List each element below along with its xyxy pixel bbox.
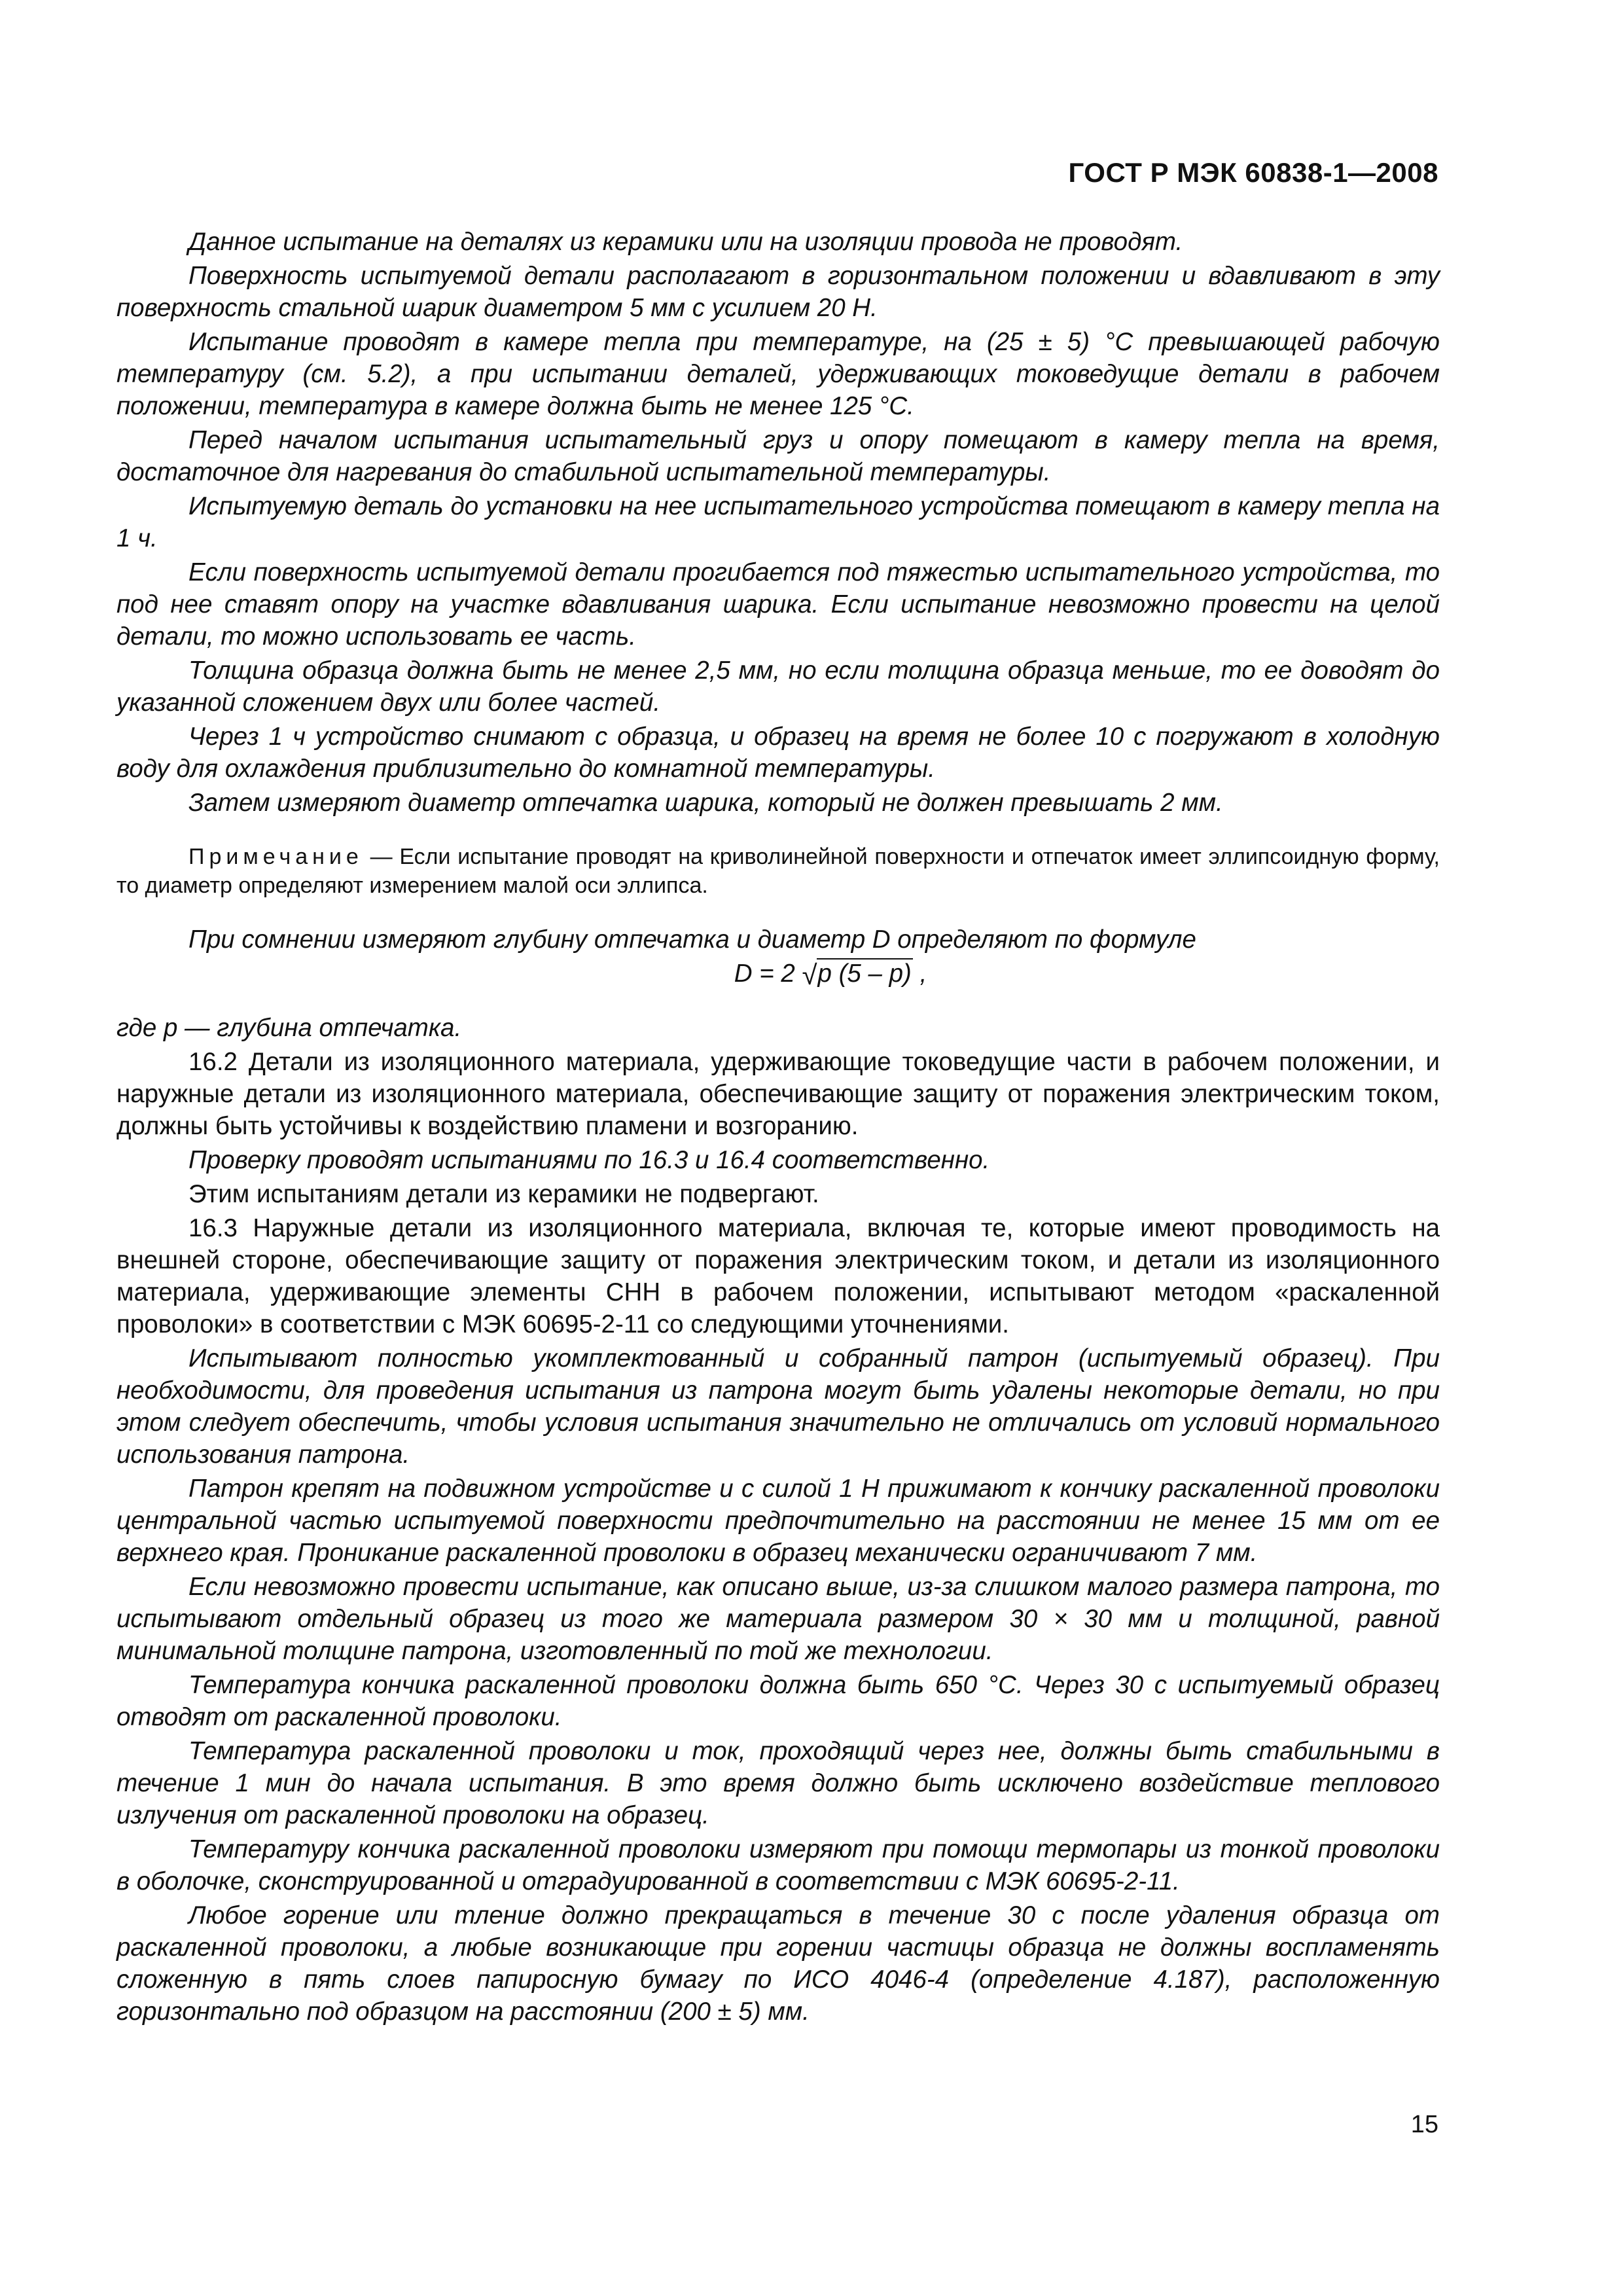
paragraph: Данное испытание на деталях из керамики или на изоляции провода не проводят. bbox=[188, 228, 1183, 256]
paragraph: Любое горение или тление должно прекращаться в течение 30 с после удаления образца от раскаленной проволоки, а любые возникающие при горении частицы образца не должны воспламенять сложенную в пять слоев папиросную бумагу по ИСО 4046-4 (определение 4.187), расположенную горизонтально под образцом на расстоянии (200 ± 5) мм. bbox=[116, 1901, 1440, 2026]
paragraph: Патрон крепят на подвижном устройстве и с силой 1 Н прижимают к кончику раскаленной проволоки центральной частью испытуемой поверхности предпочтительно на расстоянии не менее 15 мм от ее верхнего края. Проникание раскаленной проволоки в образец механически ограничивают 7 мм. bbox=[116, 1475, 1440, 1567]
document-body bbox=[116, 226, 1440, 2030]
document-standard-id: ГОСТ Р МЭК 60838-1—2008 bbox=[1068, 157, 1438, 188]
formula-right: , bbox=[912, 960, 927, 988]
paragraph: Через 1 ч устройство снимают с образца, и образец на время не более 10 с погружают в холодную воду для охлаждения приблизительно до комнатной температуры. bbox=[116, 723, 1440, 783]
paragraph: Этим испытаниям детали из керамики не подвергают. bbox=[188, 1180, 819, 1208]
page-number: 15 bbox=[1410, 2111, 1438, 2138]
paragraph: Температуру кончика раскаленной проволоки измеряют при помощи термопары из тонкой проволоки в оболочке, сконструированной и отградуированной в соответствии с МЭК 60695-2-11. bbox=[116, 1835, 1440, 1895]
formula bbox=[116, 958, 1440, 990]
paragraph: При сомнении измеряют глубину отпечатка и диаметр D определяют по формуле bbox=[188, 925, 1196, 954]
paragraph: Перед началом испытания испытательный груз и опору помещают в камеру тепла на время, достаточное для нагревания до стабильной испытательной температуры. bbox=[116, 426, 1440, 486]
formula-radicand: p (5 – p) bbox=[817, 960, 912, 988]
paragraph: Температура раскаленной проволоки и ток, проходящий через нее, должны быть стабильными в течение 1 мин до начала испытания. В это время должно быть исключено воздействие теплового излучения от раскаленной проволоки на образец. bbox=[116, 1737, 1440, 1829]
paragraph: Поверхность испытуемой детали располагают в горизонтальном положении и вдавливают в эту поверхность стальной шарик диаметром 5 мм с усилием 20 Н. bbox=[116, 262, 1440, 322]
square-root bbox=[802, 958, 913, 990]
paragraph: Испытание проводят в камере тепла при температуре, на (25 ± 5) °С превышающей рабочую температуру (см. 5.2), а при испытании деталей, удерживающих токоведущие детали в рабочем положении, температура в камере должна быть не менее 125 °С. bbox=[116, 328, 1440, 420]
paragraph: Затем измеряют диаметр отпечатка шарика, который не должен превышать 2 мм. bbox=[188, 789, 1223, 817]
note bbox=[116, 842, 1440, 900]
note-label: Примечание bbox=[188, 844, 363, 869]
paragraph: Испытуемую деталь до установки на нее испытательного устройства помещают в камеру тепла на 1 ч. bbox=[116, 492, 1440, 552]
radical-sign-icon: √ bbox=[802, 960, 817, 990]
paragraph: Испытывают полностью укомплектованный и собранный патрон (испытуемый образец). При необходимости, для проведения испытания из патрона могут быть удалены некоторые детали, но при этом следует обеспечить, чтобы условия испытания значительно не отличались от условий нормального использования патрона. bbox=[116, 1344, 1440, 1469]
paragraph: Проверку проводят испытаниями по 16.3 и 16.4 соответственно. bbox=[188, 1146, 990, 1174]
paragraph: 16.3 Наружные детали из изоляционного материала, включая те, которые имеют проводимость на внешней стороне, обеспечивающие защиту от поражения электрическим током, и детали из изоляционного материала, удерживающие элементы СНН в рабочем положении, испытывают методом «раскаленной проволоки» в соответствии с МЭК 60695-2-11 со следующими уточнениями. bbox=[116, 1214, 1440, 1338]
paragraph: Если невозможно провести испытание, как описано выше, из-за слишком малого размера патрона, то испытывают отдельный образец из того же материала размером 30 × 30 мм и толщиной, равной минимальной толщине патрона, изготовленный по той же технологии. bbox=[116, 1573, 1440, 1665]
paragraph: где p — глубина отпечатка. bbox=[116, 1014, 462, 1042]
formula-left: D = 2 bbox=[734, 960, 802, 988]
paragraph: Температура кончика раскаленной проволоки должна быть 650 °С. Через 30 с испытуемый образец отводят от раскаленной проволоки. bbox=[116, 1671, 1440, 1731]
note-text: — Если испытание проводят на криволинейной поверхности и отпечаток имеет эллипсоидную форму, то диаметр определяют измерением малой оси эллипса. bbox=[116, 844, 1440, 898]
paragraph: Толщина образца должна быть не менее 2,5 мм, но если толщина образца меньше, то ее доводят до указанной сложением двух или более частей. bbox=[116, 656, 1440, 717]
paragraph: Если поверхность испытуемой детали прогибается под тяжестью испытательного устройства, то под нее ставят опору на участке вдавливания шарика. Если испытание невозможно провести на целой детали, то можно использовать ее часть. bbox=[116, 558, 1440, 651]
paragraph: 16.2 Детали из изоляционного материала, удерживающие токоведущие части в рабочем положении, и наружные детали из изоляционного материала, обеспечивающие защиту от поражения электрическим током, должны быть устойчивы к воздействию пламени и возгоранию. bbox=[116, 1048, 1440, 1140]
